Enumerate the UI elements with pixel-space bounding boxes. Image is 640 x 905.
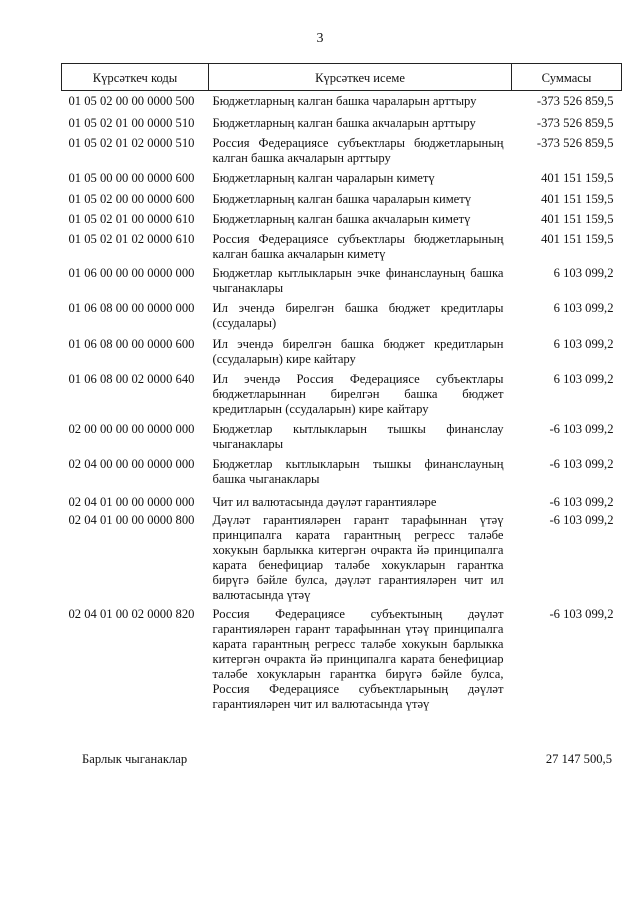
total-label: Барлык чыганаклар (82, 752, 188, 766)
row-sum: 6 103 099,2 (553, 301, 614, 315)
table-row (62, 417, 622, 452)
table-row (62, 367, 622, 417)
row-code: 02 04 00 00 00 0000 000 (68, 457, 195, 471)
row-sum: 401 151 159,5 (541, 192, 614, 206)
row-code: 01 06 08 00 00 0000 600 (68, 337, 195, 351)
header-sum: Суммасы (512, 64, 622, 91)
row-name: Россия Федерациясе субъектының дәүләт гарантияләрен гарант тарафыннан үтәү принципалга карата гарантның регресс таләбе хокукын барлыкка китергән очракта йә принципалга карата бенефициар таләбе хокукларын гарантка бирүгә бәйле булса, Россия Федерациясе субъектларының дәүләт гарантияләрен чит ил валютасында үтәү (212, 607, 504, 711)
row-name: Бюджетлар кытлыкларын тышкы финанслауның башка чыганаклары (212, 457, 504, 486)
row-code: 02 00 00 00 00 0000 000 (68, 422, 195, 436)
row-code: 01 06 00 00 00 0000 000 (68, 266, 195, 280)
row-code: 02 04 01 00 02 0000 820 (68, 607, 195, 621)
row-sum: 6 103 099,2 (553, 337, 614, 351)
table-row (62, 131, 622, 166)
table-row (62, 227, 622, 262)
row-sum: 6 103 099,2 (553, 372, 614, 386)
row-code: 01 05 02 01 00 0000 510 (68, 116, 195, 130)
row-code: 01 05 02 01 02 0000 510 (68, 136, 195, 150)
row-sum: -373 526 859,5 (536, 116, 614, 130)
row-code: 01 05 02 01 00 0000 610 (68, 212, 195, 226)
row-sum: 401 151 159,5 (541, 212, 614, 226)
row-name: Бюджетларның калган башка акчаларын арттыру (212, 116, 476, 130)
document-sheet (61, 63, 621, 712)
table-row (62, 91, 622, 110)
table-row (62, 331, 622, 367)
row-name: Бюджетлар кытлыкларын тышкы финанслау чыганаклары (212, 422, 504, 451)
row-code: 01 05 00 00 00 0000 600 (68, 171, 195, 185)
row-sum: -6 103 099,2 (549, 422, 614, 436)
row-sum: -6 103 099,2 (549, 457, 614, 471)
row-sum: 401 151 159,5 (541, 232, 614, 246)
row-sum: -373 526 859,5 (536, 94, 614, 108)
table-row (62, 186, 622, 207)
row-sum: -6 103 099,2 (549, 607, 614, 621)
row-code: 02 04 01 00 00 0000 800 (68, 513, 195, 527)
row-code: 01 06 08 00 00 0000 000 (68, 301, 195, 315)
table-row (62, 510, 622, 603)
row-name: Россия Федерациясе субъектлары бюджетларының калган башка акчаларын киметү (212, 232, 504, 261)
table-row (62, 603, 622, 712)
row-name: Ил эчендә Россия Федерациясе субъектлары бюджетларыннан бирелгән башка бюджет кредитларын (ссудаларын) кире кайтару (212, 372, 504, 416)
row-name: Бюджетларның калган башка чараларын киметү (212, 192, 472, 206)
table-row (62, 262, 622, 296)
row-sum: 401 151 159,5 (541, 171, 614, 185)
table-row (62, 296, 622, 331)
row-name: Чит ил валютасында дәүләт гарантияләре (212, 495, 437, 509)
row-name: Бюджетларның калган башка чараларын арттыру (212, 94, 477, 108)
row-name: Дәүләт гарантияләрен гарант тарафыннан үтәү принципалга карата гарантның регресс таләбе хокукын барлыкка китергән очракта йә принципалга карата бенефициар таләбе хокукларын гарантка бирүгә бәйле булса, дәүләт гарантияләрен чит ил валютасында үтәү (212, 513, 504, 602)
row-name: Бюджетларның калган башка акчаларын киметү (212, 212, 471, 226)
table-row (62, 207, 622, 227)
table-body (62, 91, 622, 713)
table-row (62, 452, 622, 487)
row-sum: -6 103 099,2 (549, 513, 614, 527)
table-row (62, 166, 622, 186)
page-number: 3 (316, 31, 324, 46)
row-sum: 6 103 099,2 (553, 266, 614, 280)
row-name: Ил эчендә бирелгән башка бюджет кредитларын (ссудаларын) кире кайтару (212, 337, 504, 366)
sources-table (61, 63, 622, 712)
table-row (62, 109, 622, 131)
row-name: Бюджетларның калган чараларын киметү (212, 171, 435, 185)
header-name: Күрсәткеч исеме (209, 64, 512, 91)
row-code: 02 04 01 00 00 0000 000 (68, 495, 195, 509)
total-value: 27 147 500,5 (545, 752, 612, 766)
row-code: 01 05 02 00 00 0000 500 (68, 94, 195, 108)
header-code: Күрсәткеч коды (62, 64, 209, 91)
table-row (62, 487, 622, 510)
table-header-row (62, 64, 622, 91)
row-code: 01 05 02 00 00 0000 600 (68, 192, 195, 206)
row-name: Ил эчендә бирелгән башка бюджет кредитлары (ссудалары) (212, 301, 504, 330)
row-name: Бюджетлар кытлыкларын эчке финанслауның башка чыганаклары (212, 266, 504, 295)
row-code: 01 06 08 00 02 0000 640 (68, 372, 195, 386)
row-sum: -373 526 859,5 (536, 136, 614, 150)
row-sum: -6 103 099,2 (549, 495, 614, 509)
row-name: Россия Федерациясе субъектлары бюджетларының калган башка акчаларын арттыру (212, 136, 504, 165)
row-code: 01 05 02 01 02 0000 610 (68, 232, 195, 246)
